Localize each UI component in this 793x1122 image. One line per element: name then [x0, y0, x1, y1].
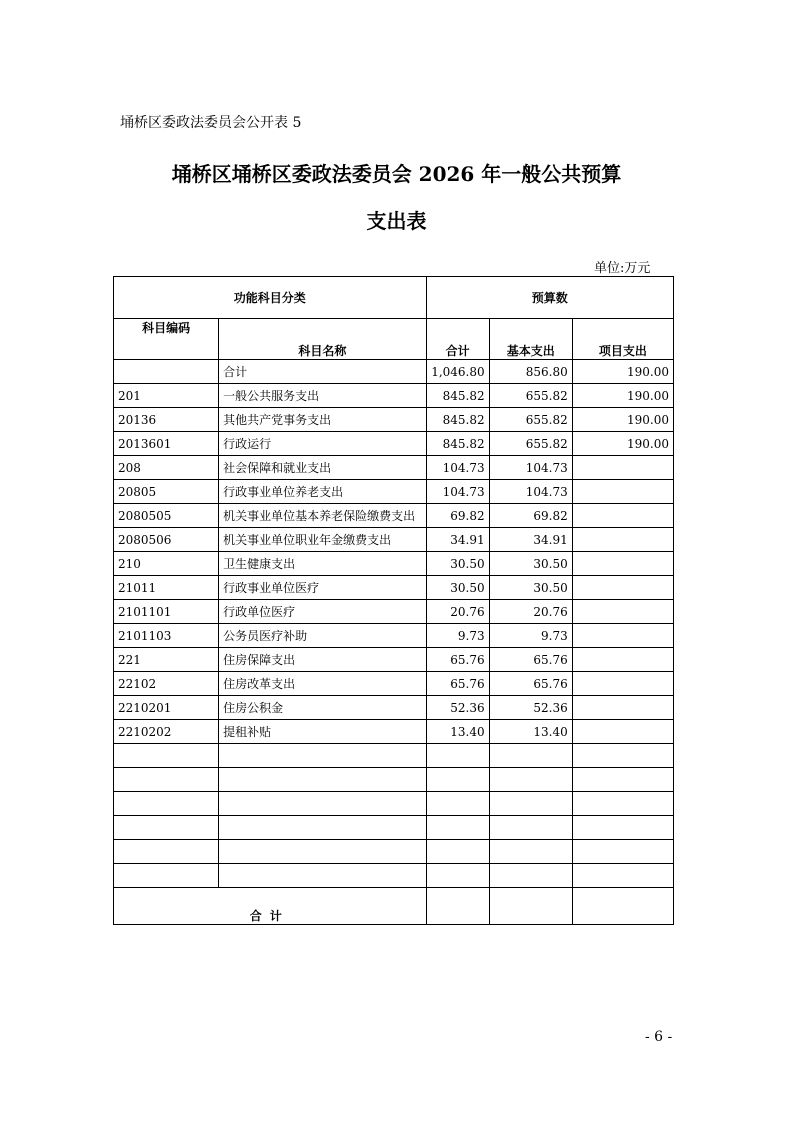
- cell-basic: [489, 768, 572, 792]
- column-header-project: 项目支出: [572, 319, 673, 360]
- cell-total: 104.73: [426, 480, 489, 504]
- table-row: [114, 624, 674, 648]
- cell-project: [572, 720, 673, 744]
- cell-basic: 65.76: [489, 648, 572, 672]
- table-row: [114, 528, 674, 552]
- table-row: [114, 744, 674, 768]
- cell-basic: [489, 744, 572, 768]
- cell-project: [572, 480, 673, 504]
- cell-name: 机关事业单位职业年金缴费支出: [219, 528, 426, 552]
- cell-name: 住房改革支出: [219, 672, 426, 696]
- document-subtitle: 支出表: [366, 209, 427, 233]
- table-row: [114, 408, 674, 432]
- cell-basic: 104.73: [489, 480, 572, 504]
- cell-basic: [489, 792, 572, 816]
- cell-total: [426, 768, 489, 792]
- cell-project: [572, 600, 673, 624]
- table-row: [114, 864, 674, 888]
- cell-basic: 20.76: [489, 600, 572, 624]
- cell-project: 190.00: [572, 432, 673, 456]
- cell-project: [572, 792, 673, 816]
- table-row: [114, 600, 674, 624]
- page-number: - 6 -: [645, 1029, 673, 1045]
- cell-total: 52.36: [426, 696, 489, 720]
- document-header-note: 埇桥区委政法委员会公开表 5: [120, 115, 302, 131]
- cell-name: 卫生健康支出: [219, 552, 426, 576]
- cell-code: [114, 744, 219, 768]
- column-header-code: 科目编码: [114, 319, 219, 360]
- cell-name: [219, 768, 426, 792]
- cell-code: 2080506: [114, 528, 219, 552]
- cell-name: 住房公积金: [219, 696, 426, 720]
- cell-name: 一般公共服务支出: [219, 384, 426, 408]
- cell-project: [572, 768, 673, 792]
- cell-basic: 13.40: [489, 720, 572, 744]
- cell-project: [572, 816, 673, 840]
- cell-basic: 9.73: [489, 624, 572, 648]
- cell-code: 22102: [114, 672, 219, 696]
- cell-code: 2210201: [114, 696, 219, 720]
- group-header-functional: 功能科目分类: [114, 277, 427, 319]
- table-row: [114, 696, 674, 720]
- cell-basic: 104.73: [489, 456, 572, 480]
- cell-project: [572, 504, 673, 528]
- cell-basic: 30.50: [489, 576, 572, 600]
- table-row: [114, 792, 674, 816]
- document-title: 埇桥区埇桥区委政法委员会 2026 年一般公共预算: [171, 162, 622, 186]
- cell-total: 104.73: [426, 456, 489, 480]
- cell-total: 65.76: [426, 648, 489, 672]
- table-row: [114, 648, 674, 672]
- cell-code: [114, 360, 219, 384]
- cell-name: 行政事业单位养老支出: [219, 480, 426, 504]
- column-header-name: 科目名称: [219, 319, 426, 360]
- cell-total: 20.76: [426, 600, 489, 624]
- table-row: [114, 576, 674, 600]
- cell-code: 221: [114, 648, 219, 672]
- group-header-budget: 预算数: [426, 277, 673, 319]
- cell-project: [572, 648, 673, 672]
- table-column-header-row: [114, 319, 674, 360]
- cell-total: [426, 792, 489, 816]
- cell-name: 行政单位医疗: [219, 600, 426, 624]
- table-row: [114, 432, 674, 456]
- cell-total: 30.50: [426, 552, 489, 576]
- cell-basic: 30.50: [489, 552, 572, 576]
- table-row: [114, 480, 674, 504]
- cell-name: 行政运行: [219, 432, 426, 456]
- column-header-total: 合计: [426, 319, 489, 360]
- table-row: [114, 672, 674, 696]
- cell-total: 845.82: [426, 384, 489, 408]
- cell-basic: [489, 816, 572, 840]
- cell-basic: 655.82: [489, 384, 572, 408]
- table-footer-row: [114, 888, 674, 925]
- cell-basic: 34.91: [489, 528, 572, 552]
- cell-project: 190.00: [572, 384, 673, 408]
- cell-basic: [489, 840, 572, 864]
- cell-total: 30.50: [426, 576, 489, 600]
- unit-label: 单位:万元: [594, 261, 651, 276]
- cell-total: [426, 816, 489, 840]
- column-header-basic: 基本支出: [489, 319, 572, 360]
- cell-total: 845.82: [426, 432, 489, 456]
- footer-total-value: [426, 888, 489, 925]
- table-row: [114, 552, 674, 576]
- cell-project: [572, 528, 673, 552]
- cell-code: 2101101: [114, 600, 219, 624]
- table-group-header-row: [114, 277, 674, 319]
- cell-total: 9.73: [426, 624, 489, 648]
- cell-code: 210: [114, 552, 219, 576]
- cell-name: 社会保障和就业支出: [219, 456, 426, 480]
- cell-name: [219, 864, 426, 888]
- footer-basic-value: [489, 888, 572, 925]
- cell-name: 公务员医疗补助: [219, 624, 426, 648]
- cell-total: [426, 840, 489, 864]
- cell-project: [572, 864, 673, 888]
- cell-code: [114, 864, 219, 888]
- cell-code: 2080505: [114, 504, 219, 528]
- table-row: [114, 384, 674, 408]
- cell-name: 住房保障支出: [219, 648, 426, 672]
- cell-basic: 856.80: [489, 360, 572, 384]
- cell-project: 190.00: [572, 408, 673, 432]
- cell-code: 2013601: [114, 432, 219, 456]
- cell-total: 1,046.80: [426, 360, 489, 384]
- budget-table: [113, 276, 674, 925]
- cell-code: [114, 840, 219, 864]
- cell-basic: 65.76: [489, 672, 572, 696]
- cell-name: 合计: [219, 360, 426, 384]
- cell-name: 其他共产党事务支出: [219, 408, 426, 432]
- table-row: [114, 768, 674, 792]
- cell-name: [219, 816, 426, 840]
- cell-name: 机关事业单位基本养老保险缴费支出: [219, 504, 426, 528]
- cell-project: [572, 840, 673, 864]
- cell-total: [426, 864, 489, 888]
- cell-total: [426, 744, 489, 768]
- footer-total-label: 合计: [114, 888, 427, 925]
- cell-code: 2210202: [114, 720, 219, 744]
- table-row: [114, 504, 674, 528]
- cell-basic: 69.82: [489, 504, 572, 528]
- table-row: [114, 456, 674, 480]
- cell-code: [114, 792, 219, 816]
- footer-project-value: [572, 888, 673, 925]
- cell-name: [219, 840, 426, 864]
- cell-code: 20136: [114, 408, 219, 432]
- table-row: [114, 720, 674, 744]
- cell-code: [114, 768, 219, 792]
- cell-basic: 655.82: [489, 432, 572, 456]
- cell-total: 845.82: [426, 408, 489, 432]
- cell-basic: 655.82: [489, 408, 572, 432]
- cell-name: 提租补贴: [219, 720, 426, 744]
- cell-project: [572, 624, 673, 648]
- cell-code: 2101103: [114, 624, 219, 648]
- table-row: [114, 360, 674, 384]
- cell-project: [572, 456, 673, 480]
- cell-code: 21011: [114, 576, 219, 600]
- cell-code: [114, 816, 219, 840]
- cell-code: 208: [114, 456, 219, 480]
- cell-total: 65.76: [426, 672, 489, 696]
- cell-project: 190.00: [572, 360, 673, 384]
- cell-total: 69.82: [426, 504, 489, 528]
- cell-code: 20805: [114, 480, 219, 504]
- cell-project: [572, 552, 673, 576]
- cell-name: 行政事业单位医疗: [219, 576, 426, 600]
- cell-project: [572, 576, 673, 600]
- cell-project: [572, 744, 673, 768]
- table-row: [114, 840, 674, 864]
- cell-total: 13.40: [426, 720, 489, 744]
- table-row: [114, 816, 674, 840]
- cell-basic: [489, 864, 572, 888]
- cell-basic: 52.36: [489, 696, 572, 720]
- cell-code: 201: [114, 384, 219, 408]
- cell-project: [572, 696, 673, 720]
- cell-name: [219, 792, 426, 816]
- cell-name: [219, 744, 426, 768]
- cell-project: [572, 672, 673, 696]
- cell-total: 34.91: [426, 528, 489, 552]
